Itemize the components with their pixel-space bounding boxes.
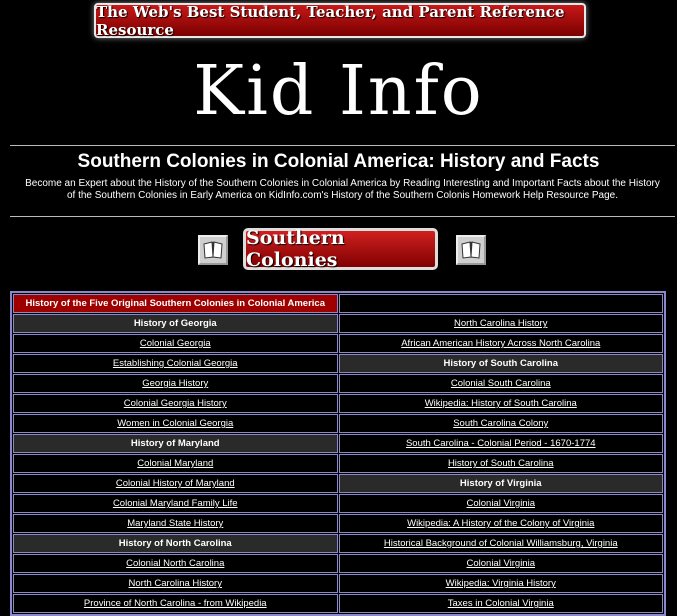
table-link-cell	[13, 374, 338, 393]
section-header: History of Georgia	[13, 314, 338, 333]
table-link-cell	[339, 494, 664, 513]
section-header: History of Maryland	[13, 434, 338, 453]
table-link-cell	[339, 454, 664, 473]
reference-link[interactable]: North Carolina History	[454, 318, 548, 329]
table-row	[13, 394, 663, 413]
open-book-icon[interactable]	[198, 235, 228, 265]
site-banner[interactable]: The Web's Best Student, Teacher, and Parent Reference Resource	[94, 3, 586, 38]
divider	[10, 145, 675, 146]
table-row	[13, 334, 663, 353]
table-link-cell	[339, 314, 664, 333]
reference-link[interactable]: South Carolina Colony	[453, 418, 549, 429]
table-link-cell	[339, 514, 664, 533]
divider	[10, 216, 675, 217]
table-link-cell	[339, 554, 664, 573]
empty-cell	[339, 294, 664, 313]
reference-link[interactable]: Colonial Virginia	[466, 498, 535, 509]
colonies-links-table	[10, 291, 666, 616]
table-row	[13, 594, 663, 613]
reference-link[interactable]: North Carolina History	[128, 578, 222, 589]
table-row	[13, 454, 663, 473]
table-link-cell	[13, 334, 338, 353]
table-row	[13, 294, 663, 313]
table-link-cell	[13, 474, 338, 493]
table-link-cell	[339, 434, 664, 453]
reference-link[interactable]: Colonial Maryland Family Life	[112, 498, 238, 509]
reference-link[interactable]: Colonial Georgia History	[123, 398, 227, 409]
reference-link[interactable]: Province of North Carolina - from Wikipedia	[83, 598, 267, 609]
reference-link[interactable]: South Carolina - Colonial Period - 1670-1774	[405, 438, 596, 449]
table-row	[13, 534, 663, 553]
section-header: History of South Carolina	[339, 354, 664, 373]
reference-link[interactable]: Colonial Maryland	[137, 458, 214, 469]
table-link-cell	[13, 594, 338, 613]
table-row	[13, 514, 663, 533]
reference-link[interactable]: Establishing Colonial Georgia	[112, 358, 238, 369]
table-link-cell	[339, 414, 664, 433]
reference-link[interactable]: Colonial Georgia	[139, 338, 211, 349]
table-link-cell	[339, 334, 664, 353]
table-row	[13, 314, 663, 333]
open-book-icon[interactable]	[456, 235, 486, 265]
reference-link[interactable]: Colonial Virginia	[466, 558, 535, 569]
table-link-cell	[339, 374, 664, 393]
southern-colonies-button[interactable]: Southern Colonies	[243, 228, 438, 270]
reference-link[interactable]: History of South Carolina	[447, 458, 554, 469]
table-caption: History of the Five Original Southern Colonies in Colonial America	[13, 294, 338, 313]
reference-link[interactable]: Wikipedia: Virginia History	[445, 578, 556, 589]
table-link-cell	[13, 494, 338, 513]
table-row	[13, 414, 663, 433]
table-link-cell	[13, 414, 338, 433]
section-header: History of Virginia	[339, 474, 664, 493]
table-row	[13, 434, 663, 453]
reference-link[interactable]: Wikipedia: A History of the Colony of Virginia	[407, 518, 595, 529]
table-row	[13, 374, 663, 393]
table-link-cell	[339, 574, 664, 593]
table-row	[13, 574, 663, 593]
table-row	[13, 354, 663, 373]
table-link-cell	[339, 394, 664, 413]
table-link-cell	[13, 354, 338, 373]
reference-link[interactable]: Georgia History	[142, 378, 209, 389]
reference-link[interactable]: Historical Background of Colonial Williamsburg, Virginia	[383, 538, 618, 549]
site-logo[interactable]: Kid Info	[193, 52, 484, 131]
reference-link[interactable]: Taxes in Colonial Virginia	[447, 598, 554, 609]
reference-link[interactable]: Colonial History of Maryland	[115, 478, 235, 489]
table-row	[13, 494, 663, 513]
table-link-cell	[339, 594, 664, 613]
table-link-cell	[13, 574, 338, 593]
reference-link[interactable]: Wikipedia: History of South Carolina	[424, 398, 577, 409]
section-header: History of North Carolina	[13, 534, 338, 553]
table-row	[13, 554, 663, 573]
reference-link[interactable]: African American History Across North Carolina	[401, 338, 601, 349]
table-link-cell	[13, 554, 338, 573]
table-link-cell	[339, 534, 664, 553]
table-link-cell	[13, 394, 338, 413]
reference-link[interactable]: Colonial North Carolina	[126, 558, 225, 569]
reference-link[interactable]: Women in Colonial Georgia	[117, 418, 234, 429]
table-row	[13, 474, 663, 493]
reference-link[interactable]: Colonial South Carolina	[450, 378, 551, 389]
page-title: Southern Colonies in Colonial America: History and Facts	[77, 151, 600, 172]
table-link-cell	[13, 514, 338, 533]
page-description: Become an Expert about the History of the Southern Colonies in Colonial America by Reading Interesting and Important Facts about the History of the Southern Colonies in Early America on KidInfo.com's History of the Southern Colonis Homework Help Resource Page.	[25, 178, 660, 201]
table-link-cell	[13, 454, 338, 473]
reference-link[interactable]: Maryland State History	[127, 518, 224, 529]
